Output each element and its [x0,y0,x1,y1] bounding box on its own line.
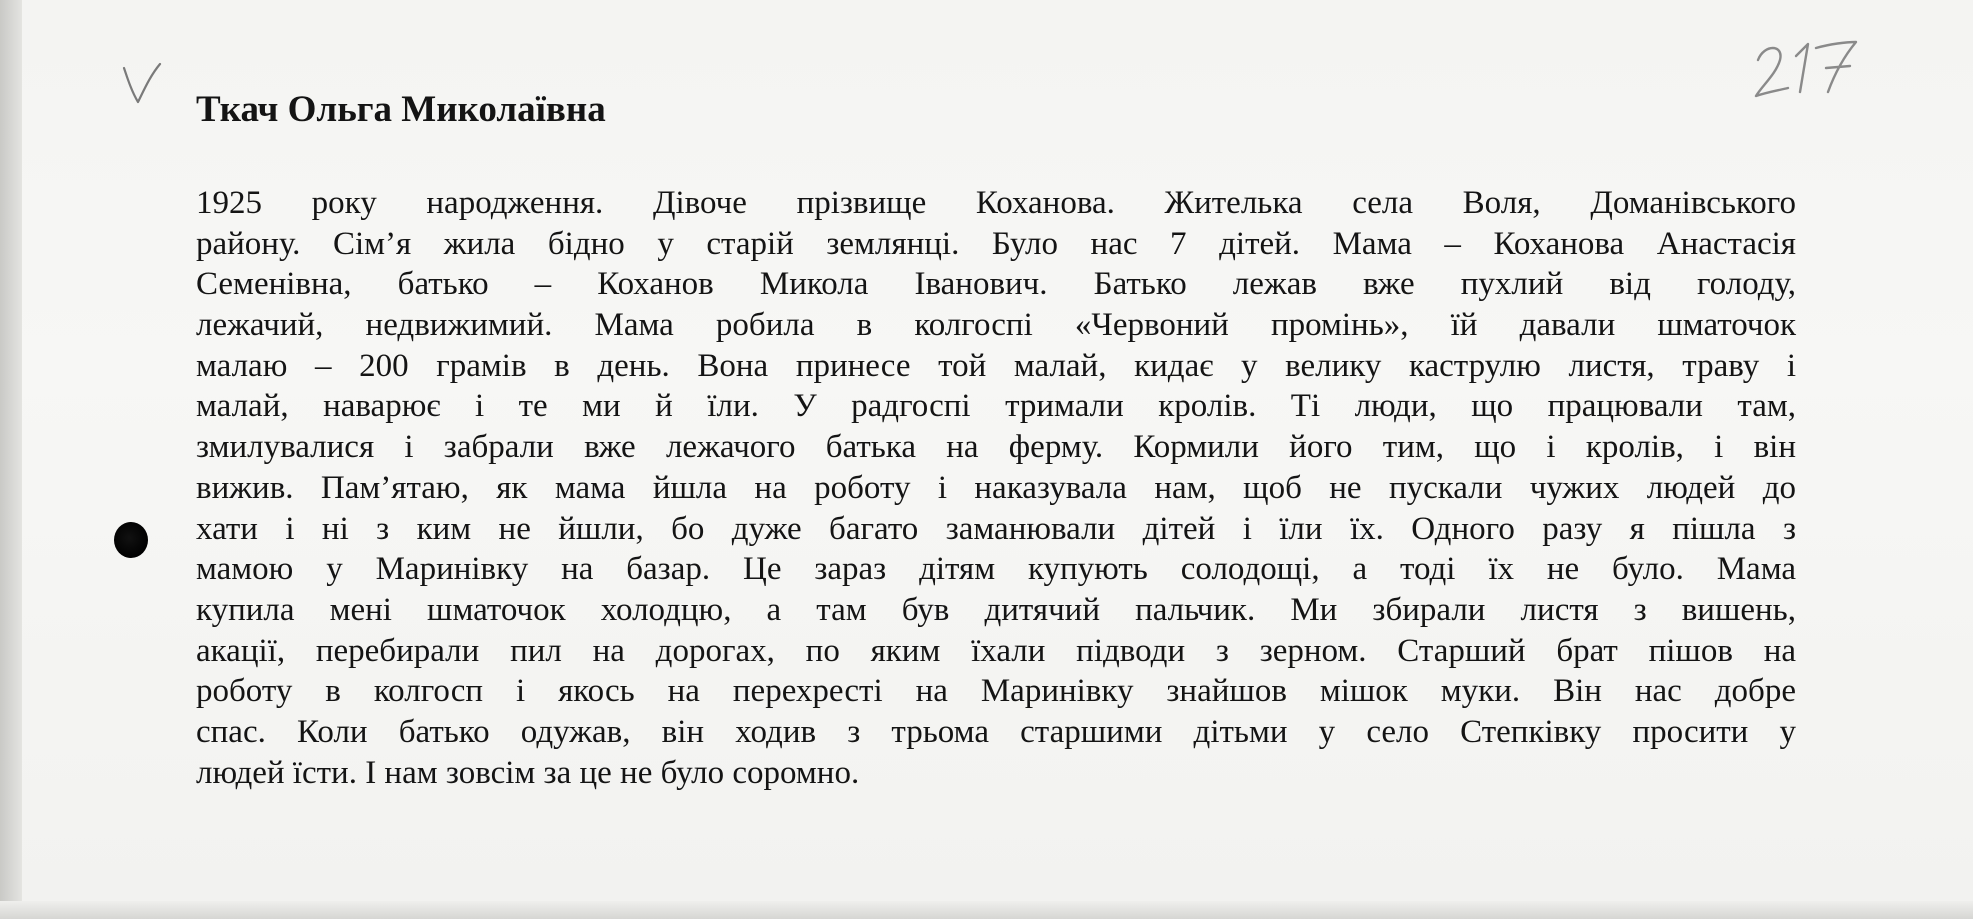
document-body [196,183,1796,793]
paper-left-edge [0,0,22,919]
text-line: малаю – 200 грамів в день. Вона принесе той малай, кидає у велику каструлю листя, траву і [196,347,1796,384]
text-line: роботу в колгосп і якось на перехресті на Маринівку знайшов мішок муки. Він нас добре [196,673,1796,710]
check-mark-icon [120,60,170,110]
text-line: хати і ні з ким не йшли, бо дуже багато заманювали дітей і їли їх. Одного разу я пішла з [196,510,1796,547]
text-line: людей їсти. І нам зовсім за це не було соромно. [196,754,860,791]
document-title: Ткач Ольга Миколаївна [196,89,606,130]
text-line: малай, наварює і те ми й їли. У радгоспі тримали кролів. Ті люди, що працювали там, [196,388,1796,425]
text-line: акації, перебирали пил на дорогах, по яким їхали підводи з зерном. Старший брат пішов на [196,632,1796,669]
text-line: району. Сім’я жила бідно у старій землянці. Було нас 7 дітей. Мама – Коханова Анастасія [196,225,1796,262]
text-line: спас. Коли батько одужав, він ходив з трьома старшими дітьми у село Степківку просити у [196,713,1796,750]
punch-hole-icon [114,522,148,558]
paper-bottom-edge [0,901,1973,919]
text-line: Семенівна, батько – Коханов Микола Іванович. Батько лежав вже пухлий від голоду, [196,266,1796,303]
text-line: мамою у Маринівку на базар. Це зараз дітям купують солодощі, а тоді їх не було. Мама [196,551,1796,588]
text-line: купила мені шматочок холодцю, а там був дитячий пальчик. Ми збирали листя з вишень, [196,591,1796,628]
handwritten-page-number [1750,30,1870,110]
text-line: 1925 року народження. Дівоче прізвище Коханова. Жителька села Воля, Доманівського [196,185,1796,221]
text-line: змилувалися і забрали вже лежачого батька на ферму. Кормили його тим, що і кролів, і він [196,429,1796,466]
text-line: лежачий, недвижимий. Мама робила в колгоспі «Червоний промінь», їй давали шматочок [196,307,1796,344]
text-line: вижив. Пам’ятаю, як мама йшла на роботу і наказувала нам, щоб не пускали чужих людей до [196,469,1796,506]
